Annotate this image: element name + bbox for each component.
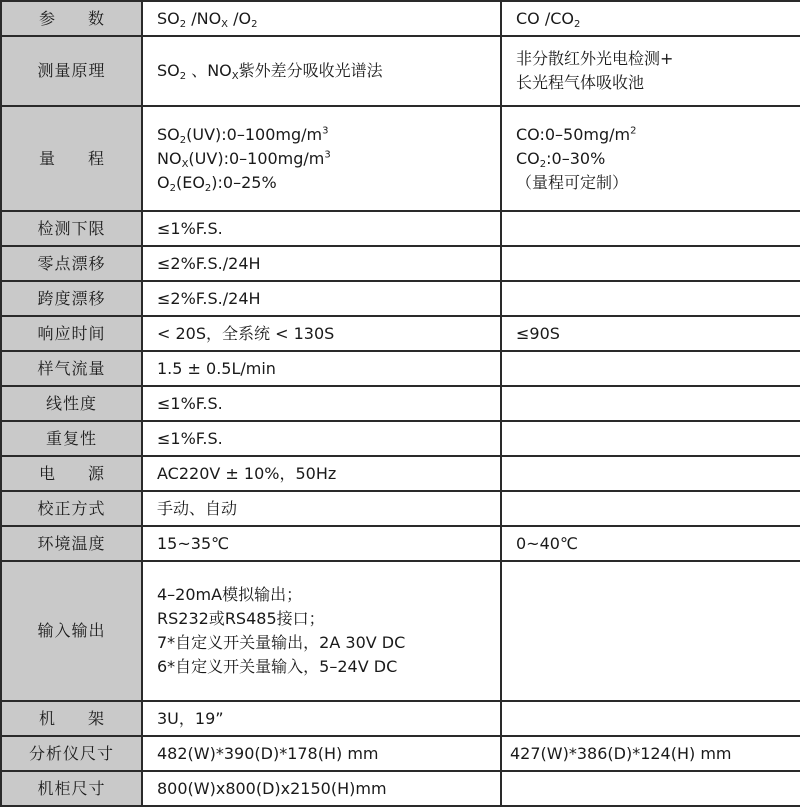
row-col2 xyxy=(501,561,800,701)
row-col2 xyxy=(501,421,800,456)
row-col2: 0~40℃ xyxy=(501,526,800,561)
row-col1: < 20S，全系统 < 130S xyxy=(142,316,501,351)
table-row xyxy=(1,281,800,316)
table-row xyxy=(1,316,800,351)
row-label: 电 源 xyxy=(1,456,142,491)
row-label: 量 程 xyxy=(1,106,142,211)
row-col2 xyxy=(501,491,800,526)
table-row xyxy=(1,36,800,106)
header-param-label: 参 数 xyxy=(1,1,142,36)
row-label: 重复性 xyxy=(1,421,142,456)
table-header-row xyxy=(1,1,800,36)
table-row xyxy=(1,456,800,491)
row-col2 xyxy=(501,351,800,386)
row-col1: 15~35℃ xyxy=(142,526,501,561)
row-label: 分析仪尺寸 xyxy=(1,736,142,771)
table-row xyxy=(1,701,800,736)
row-col2: 427(W)*386(D)*124(H) mm xyxy=(501,736,800,771)
table-row xyxy=(1,526,800,561)
row-label: 零点漂移 xyxy=(1,246,142,281)
row-col1: ≤1%F.S. xyxy=(142,421,501,456)
row-label: 输入输出 xyxy=(1,561,142,701)
row-col1: 800(W)x800(D)x2150(H)mm xyxy=(142,771,501,806)
row-col2 xyxy=(501,701,800,736)
row-col2 xyxy=(501,386,800,421)
row-label: 检测下限 xyxy=(1,211,142,246)
row-label: 机 架 xyxy=(1,701,142,736)
row-col1: $SO_2$ 、$NO_X$紫外差分吸收光谱法 xyxy=(142,36,501,106)
row-label: 线性度 xyxy=(1,386,142,421)
row-col2 xyxy=(501,281,800,316)
table-row xyxy=(1,386,800,421)
row-col2 xyxy=(501,456,800,491)
row-label: 测量原理 xyxy=(1,36,142,106)
table-row xyxy=(1,736,800,771)
row-col1: $SO_2(UV):0-100mg/m^3$ $NO_X(UV):0-100mg/m^3$ $O_2(EO_2):0-25\%$ xyxy=(142,106,501,211)
row-label: 样气流量 xyxy=(1,351,142,386)
table-row xyxy=(1,211,800,246)
table-row xyxy=(1,246,800,281)
row-col2 xyxy=(501,211,800,246)
table-row xyxy=(1,106,800,211)
table-row xyxy=(1,421,800,456)
row-label: 机柜尺寸 xyxy=(1,771,142,806)
row-col1: AC220V ± 10%，50Hz xyxy=(142,456,501,491)
row-col2: 非分散红外光电检测+ 长光程气体吸收池 xyxy=(501,36,800,106)
row-col1: 482(W)*390(D)*178(H) mm xyxy=(142,736,501,771)
row-label: 环境温度 xyxy=(1,526,142,561)
table-row xyxy=(1,771,800,806)
row-col2 xyxy=(501,246,800,281)
row-label: 跨度漂移 xyxy=(1,281,142,316)
header-col2: CO $/CO_2$ xyxy=(501,1,800,36)
row-label: 校正方式 xyxy=(1,491,142,526)
row-col2: $CO:0-50mg/m^2$ $CO_2:0-30\%$ （量程可定制） xyxy=(501,106,800,211)
row-label: 响应时间 xyxy=(1,316,142,351)
row-col1: 1.5 ± 0.5L/min xyxy=(142,351,501,386)
row-col2 xyxy=(501,771,800,806)
row-col1: ≤2%F.S./24H xyxy=(142,281,501,316)
row-col1: 手动、自动 xyxy=(142,491,501,526)
row-col1: 3U，19” xyxy=(142,701,501,736)
header-col1: $SO_2$ $/NO_X$ $/O_2$ xyxy=(142,1,501,36)
row-col1: ≤1%F.S. xyxy=(142,211,501,246)
table-row xyxy=(1,491,800,526)
table-row xyxy=(1,561,800,701)
row-col2: ≤90S xyxy=(501,316,800,351)
row-col1: 4–20mA模拟输出； RS232或RS485接口； 7*自定义开关量输出，2A 30V DC 6*自定义开关量输入，5–24V DC xyxy=(142,561,501,701)
table-row xyxy=(1,351,800,386)
row-col1: ≤1%F.S. xyxy=(142,386,501,421)
row-col1: ≤2%F.S./24H xyxy=(142,246,501,281)
